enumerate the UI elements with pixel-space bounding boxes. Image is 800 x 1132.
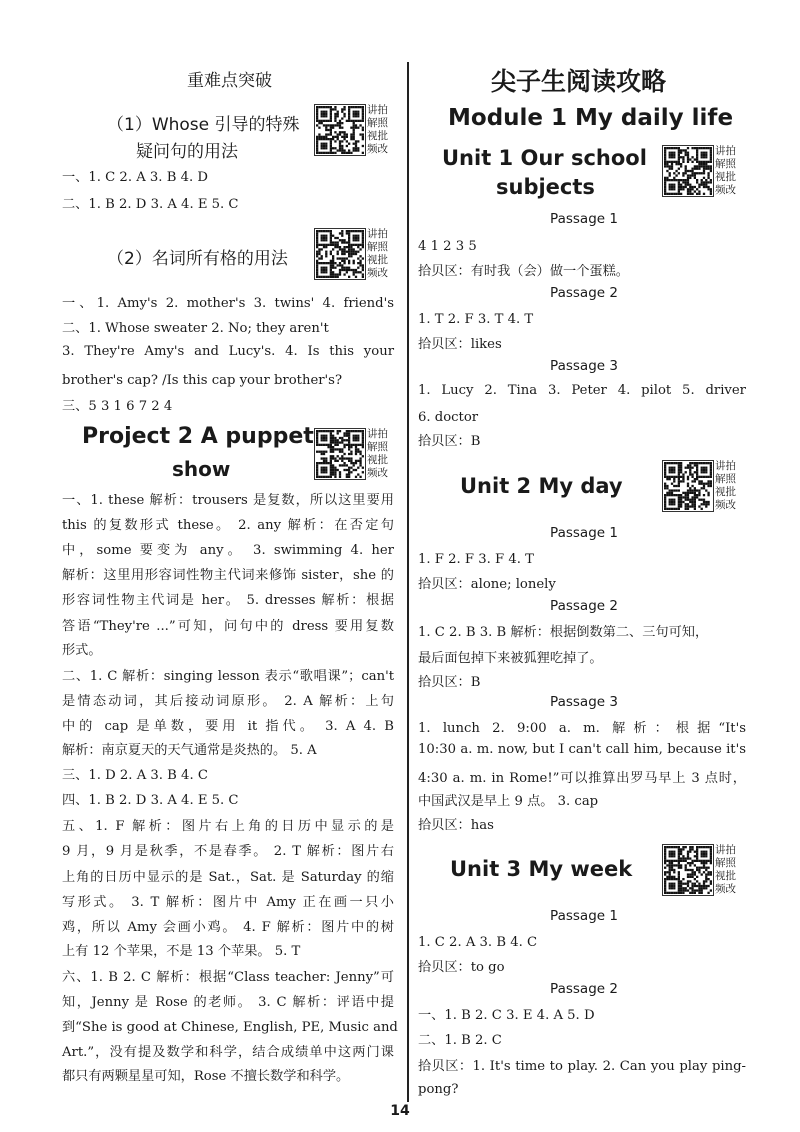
- project-title: Project 2 A puppet: [82, 424, 314, 449]
- answer-line: 拾贝区：1. It's time to play. 2. Can you play ping-: [418, 1059, 746, 1074]
- answer-line: 1. Lucy 2. Tina 3. Peter 4. pilot 5. driver: [418, 383, 746, 398]
- page-number: 14: [390, 1103, 410, 1119]
- passage-heading: Passage 3: [550, 694, 618, 710]
- qr-label: 讲拍 解照 视批 频改: [715, 460, 736, 511]
- answer-line: 形式。: [62, 642, 102, 658]
- answer-line: 拾贝区：B: [418, 434, 481, 449]
- answer-line: 上角的日历中显示的是 Sat.，Sat. 是 Saturday 的缩: [62, 869, 394, 885]
- answer-line: 6. doctor: [418, 410, 479, 425]
- answer-line: 1. T 2. F 3. T 4. T: [418, 312, 534, 327]
- section-title: 重难点突破: [187, 71, 272, 91]
- answer-line: 4:30 a. m. in Rome!”可以推算出罗马早上 3 点时，: [418, 771, 746, 786]
- passage-heading: Passage 3: [550, 358, 618, 374]
- qr-label: 讲拍 解照 视批 频改: [715, 145, 736, 196]
- answer-line: 拾贝区：to go: [418, 960, 505, 975]
- answer-line: 解析：南京夏天的天气通常是炎热的。 5. A: [62, 743, 317, 758]
- answer-line: 中，some 要变为 any。 3. swimming 4. her: [62, 543, 394, 559]
- passage-heading: Passage 2: [550, 981, 618, 997]
- unit-title: Unit 3 My week: [450, 857, 633, 881]
- answer-line: 4 1 2 3 5: [418, 239, 477, 254]
- answer-line: 鸡，所以 Amy 会画小鸡。 4. F 解析：图片中的树: [62, 919, 394, 935]
- answer-line: 一、1. Amy's 2. mother's 3. twins' 4. friend's: [62, 296, 394, 311]
- qr-code[interactable]: [662, 844, 714, 896]
- qr-code[interactable]: [314, 104, 366, 156]
- answer-line: 中的 cap 是单数，要用 it 指代。 3. A 4. B: [62, 718, 394, 734]
- qr-code[interactable]: [314, 228, 366, 280]
- answer-line: 3. They're Amy's and Lucy's. 4. Is this your: [62, 344, 394, 359]
- answer-line: 中国武汉是早上 9 点。 3. cap: [418, 794, 599, 809]
- answer-line: 一、1. B 2. C 3. E 4. A 5. D: [418, 1008, 595, 1023]
- answer-line: 1. lunch 2. 9:00 a. m. 解析：根据“It's: [418, 721, 746, 736]
- qr-label: 讲拍 解照 视批 频改: [715, 844, 736, 895]
- answer-line: 到“She is good at Chinese, English, PE, Music and: [62, 1020, 398, 1036]
- passage-heading: Passage 2: [550, 285, 618, 301]
- passage-heading: Passage 1: [550, 211, 618, 227]
- unit-title: Unit 2 My day: [460, 474, 623, 498]
- answer-line: 六、1. B 2. C 解析：根据“Class teacher: Jenny”可: [62, 969, 394, 985]
- answer-line: 拾贝区：有时我（会）做一个蛋糕。: [418, 264, 629, 279]
- page-title: 尖子生阅读攻略: [491, 67, 667, 96]
- answer-line: this 的复数形式 these。 2. any 解析：在否定句: [62, 518, 394, 534]
- answer-line: 1. C 2. B 3. B 解析：根据倒数第二、三句可知，: [418, 625, 709, 640]
- answer-line: 一、1. C 2. A 3. B 4. D: [62, 170, 208, 185]
- answer-line: 二、1. C 解析：singing lesson 表示“歌唱课”；can't: [62, 668, 394, 684]
- qr-label: 讲拍 解照 视批 频改: [367, 228, 388, 279]
- answer-line: 都只有两颗星星可知，Rose 不擅长数学和科学。: [62, 1069, 350, 1085]
- qr-label: 讲拍 解照 视批 频改: [367, 104, 388, 155]
- answer-line: 拾贝区：likes: [418, 337, 502, 352]
- subsection-title: （2）名词所有格的用法: [107, 249, 288, 269]
- answer-line: 上有 12 个苹果，不是 13 个苹果。 5. T: [62, 943, 301, 959]
- unit-title: Unit 1 Our school: [442, 146, 647, 170]
- project-title-cont: show: [172, 457, 231, 481]
- answer-line: 二、1. Whose sweater 2. No; they aren't: [62, 321, 329, 336]
- answer-line: 写形式。 3. T 解析：图片中 Amy 正在画一只小: [62, 894, 394, 910]
- passage-heading: Passage 1: [550, 525, 618, 541]
- subsection-title: （1）Whose 引导的特殊: [107, 115, 300, 135]
- unit-title-cont: subjects: [496, 175, 595, 199]
- qr-code[interactable]: [662, 460, 714, 512]
- answer-line: 三、1. D 2. A 3. B 4. C: [62, 768, 208, 784]
- answer-line: 二、1. B 2. C: [418, 1033, 502, 1048]
- answer-line: 是情态动词，其后接动词原形。 2. A 解析：上句: [62, 693, 394, 709]
- answer-line: 拾贝区：alone; lonely: [418, 577, 556, 592]
- column-divider: [407, 62, 409, 1102]
- answer-line: 知，Jenny 是 Rose 的老师。 3. C 解析：评语中提: [62, 995, 394, 1010]
- answer-line: 最后面包掉下来被狐狸吃掉了。: [418, 651, 603, 666]
- answer-line: brother's cap? /Is this cap your brother's?: [62, 373, 343, 388]
- subsection-title-cont: 疑问句的用法: [136, 142, 238, 162]
- qr-code[interactable]: [314, 428, 366, 480]
- answer-line: 1. F 2. F 3. F 4. T: [418, 552, 534, 567]
- answer-line: 10:30 a. m. now, but I can't call him, because it's: [418, 742, 746, 757]
- answer-line: 五、1. F 解析：图片右上角的日历中显示的是: [62, 819, 394, 835]
- answer-line: 9 月，9 月是秋季，不是春季。 2. T 解析：图片右: [62, 844, 394, 860]
- passage-heading: Passage 2: [550, 598, 618, 614]
- answer-line: 1. C 2. A 3. B 4. C: [418, 935, 538, 950]
- qr-label: 讲拍 解照 视批 频改: [367, 428, 388, 479]
- answer-line: 拾贝区：B: [418, 675, 481, 690]
- module-title: Module 1 My daily life: [448, 105, 734, 131]
- passage-heading: Passage 1: [550, 908, 618, 924]
- answer-line: Art.”，没有提及数学和科学，结合成绩单中这两门课: [62, 1045, 394, 1061]
- answer-line: 四、1. B 2. D 3. A 4. E 5. C: [62, 793, 239, 809]
- answer-line: pong?: [418, 1082, 459, 1097]
- answer-line: 二、1. B 2. D 3. A 4. E 5. C: [62, 197, 239, 212]
- answer-line: 答语“They're ...”可知，问句中的 dress 要用复数: [62, 618, 394, 634]
- answer-line: 拾贝区：has: [418, 818, 494, 833]
- qr-code[interactable]: [662, 145, 714, 197]
- answer-line: 三、5 3 1 6 7 2 4: [62, 399, 173, 414]
- answer-line: 解析：这里用形容词性物主代词来修饰 sister，she 的: [62, 568, 394, 584]
- answer-line: 形容词性物主代词是 her。 5. dresses 解析：根据: [62, 593, 394, 609]
- answer-line: 一、1. these 解析：trousers 是复数，所以这里要用: [62, 493, 394, 508]
